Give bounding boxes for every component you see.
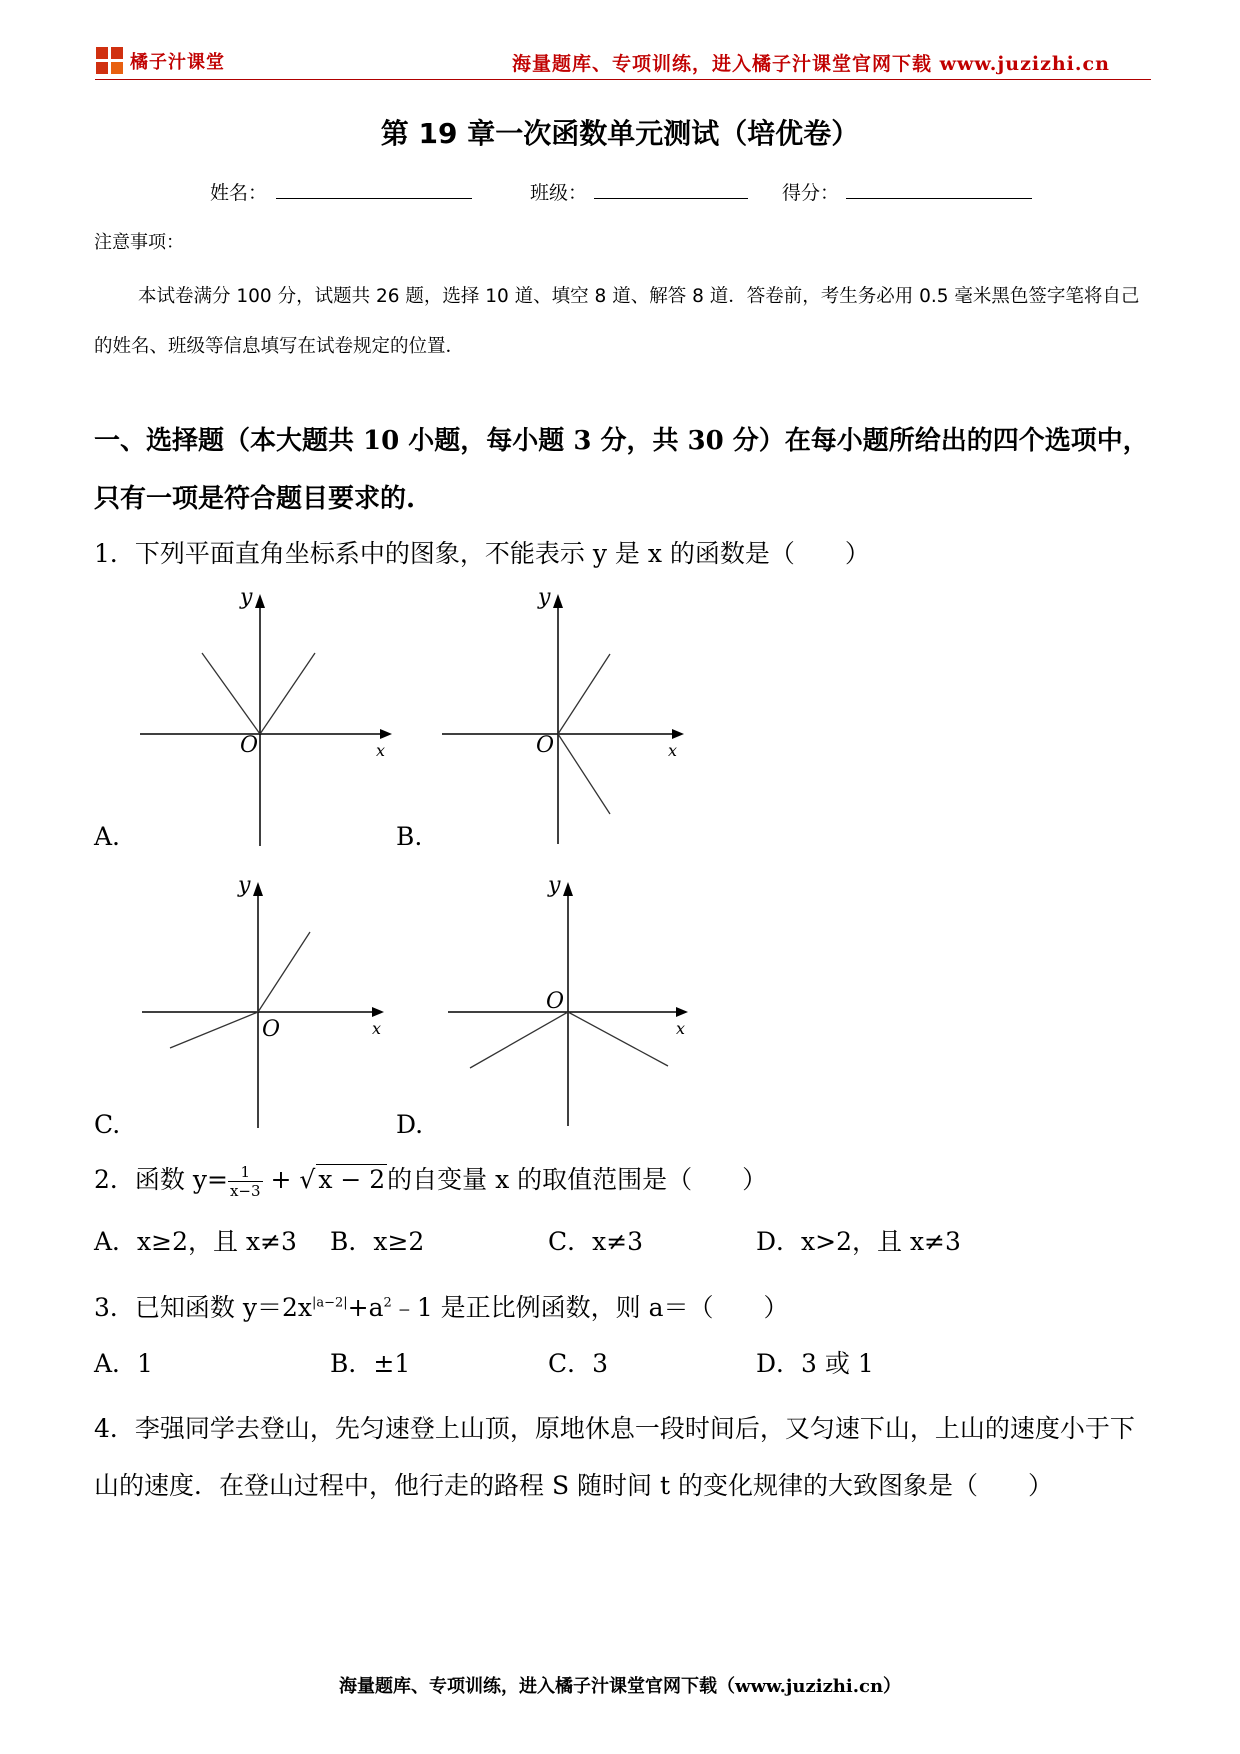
q3-option-a: A．1 xyxy=(94,1349,153,1378)
graph-c xyxy=(140,876,400,1136)
origin-label: O xyxy=(536,733,555,758)
header-slogan: 海量题库、专项训练，进入橘子汁课堂官网下载 www.juzizhi.cn xyxy=(512,53,1110,75)
section-heading: 一、选择题（本大题共 10 小题，每小题 3 分，共 30 分）在每小题所给出的四个选项中，只有一项是符合题目要求的. xyxy=(94,426,1149,514)
logo-icon xyxy=(96,47,124,75)
origin-label: O xyxy=(262,1017,281,1042)
q2-plus: + xyxy=(270,1165,292,1194)
notice-body: 本试卷满分 100 分，试题共 26 题，选择 10 道、填空 8 道、解答 8 道．答卷前，考生务必用 0.5 毫米黑色签字笔将自己的姓名、班级等信息填写在试卷规定的位置． xyxy=(94,286,1140,357)
q3-option-d: D．3 或 1 xyxy=(756,1349,874,1378)
x-axis-label: x xyxy=(676,1019,686,1038)
footer-slogan: 海量题库、专项训练，进入橘子汁课堂官网下载（www.juzizhi.cn） xyxy=(338,1676,902,1697)
q2-frac-num: 1 xyxy=(228,1163,263,1182)
class-label: 班级： xyxy=(530,182,588,204)
q3-option-c: C．3 xyxy=(548,1349,609,1378)
q2-frac-den: x−3 xyxy=(229,1182,261,1200)
q2-suffix: 的自变量 x 的取值范围是（ ） xyxy=(387,1165,768,1194)
option-d: D. xyxy=(396,1110,424,1139)
question-3-stem xyxy=(94,1288,789,1324)
option-c: C. xyxy=(94,1110,121,1139)
y-axis-label: y xyxy=(240,588,253,610)
y-axis-label: y xyxy=(238,876,251,898)
q3-suffix: ﹣1 是正比例函数，则 a＝（ ） xyxy=(391,1293,789,1322)
x-axis-label: x xyxy=(372,1019,382,1038)
question-4-stem: 4．李强同学去登山，先匀速登上山顶，原地休息一段时间后，又匀速下山，上山的速度小于下山的速度．在登山过程中，他行走的路程 S 随时间 t 的变化规律的大致图象是（ ） xyxy=(94,1414,1135,1500)
page-title: 第 19 章一次函数单元测试（培优卷） xyxy=(380,117,860,150)
score-label: 得分： xyxy=(782,182,840,204)
q2-option-b: B．x≥2 xyxy=(330,1227,425,1256)
q3-mid: +a xyxy=(347,1293,384,1322)
q2-option-d: D．x>2，且 x≠3 xyxy=(756,1227,961,1256)
notice-title: 注意事项： xyxy=(94,232,184,253)
question-2-stem xyxy=(94,1160,767,1200)
radical-icon: √ xyxy=(299,1165,316,1194)
q2-option-a: A．x≥2，且 x≠3 xyxy=(94,1227,297,1256)
graph-d xyxy=(444,876,704,1136)
name-label: 姓名： xyxy=(210,182,268,204)
x-axis-label: x xyxy=(376,741,386,760)
graph-b xyxy=(440,588,700,848)
score-blank xyxy=(846,198,1032,199)
graph-a xyxy=(140,588,400,848)
question-1-stem: 1．下列平面直角坐标系中的图象，不能表示 y 是 x 的函数是（ ） xyxy=(94,539,870,568)
q2-fraction xyxy=(228,1163,263,1200)
q2-option-c: C．x≠3 xyxy=(548,1227,644,1256)
class-blank xyxy=(594,198,748,199)
y-axis-label: y xyxy=(548,876,561,898)
q3-exponent-2: 2 xyxy=(383,1295,392,1311)
option-a: A. xyxy=(94,822,121,851)
x-axis-label: x xyxy=(668,741,678,760)
header-divider xyxy=(95,79,1151,80)
option-b: B. xyxy=(396,822,423,851)
q2-prefix: 2．函数 y= xyxy=(94,1165,228,1194)
brand-name: 橘子汁课堂 xyxy=(130,52,225,73)
q2-radicand: x − 2 xyxy=(318,1165,386,1194)
y-axis-label: y xyxy=(538,588,551,610)
q3-option-b: B．±1 xyxy=(330,1349,411,1378)
origin-label: O xyxy=(546,989,565,1014)
q3-prefix: 3．已知函数 y＝2x xyxy=(94,1293,312,1322)
name-blank xyxy=(276,198,472,199)
q3-exponent-1: |a−2| xyxy=(311,1295,348,1311)
origin-label: O xyxy=(240,733,259,758)
